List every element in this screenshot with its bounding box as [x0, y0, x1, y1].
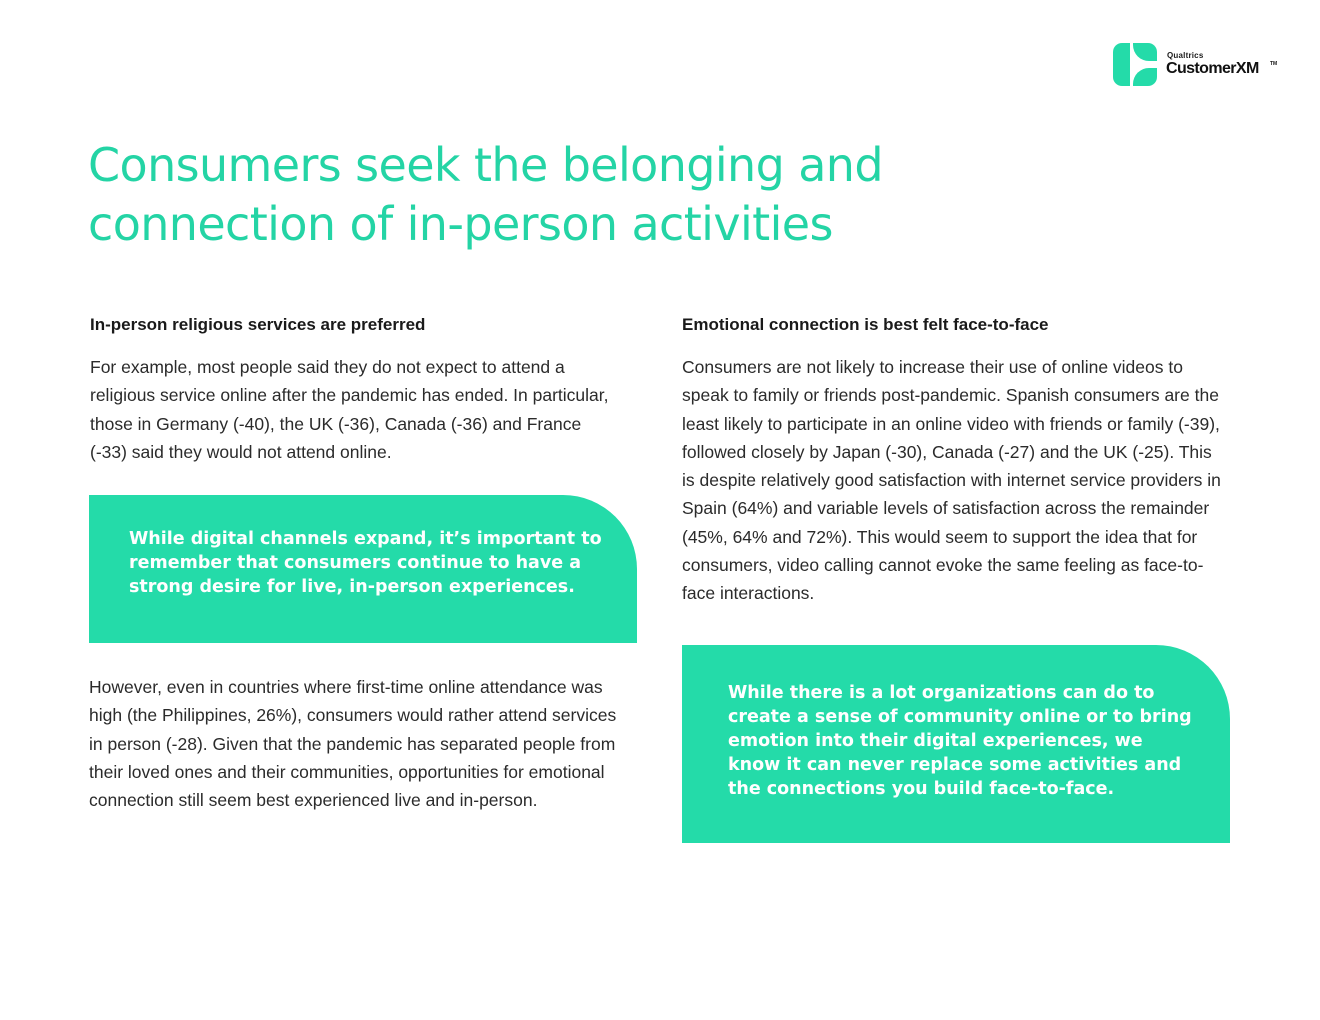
logo-product-text: CustomerXM	[1166, 60, 1259, 77]
left-intro-paragraph: For example, most people said they do not expect to attend a religious service online after the pandemic has ended. In particular, those in Germany (-40), the UK (-36), Canada (-36) and France (-33) said they would not attend online.	[90, 357, 609, 462]
right-callout-box	[682, 645, 1230, 843]
right-callout-text: While there is a lot organizations can do to create a sense of community online or to bring emotion into their digital experiences, we know it can never replace some activities and the connections you build face-to-face.	[728, 683, 1192, 799]
customerxm-logo-icon	[1113, 43, 1157, 86]
logo-trademark: TM	[1270, 61, 1278, 67]
right-body-paragraph: Consumers are not likely to increase their use of online videos to speak to family or friends post-pandemic. Spanish consumers are the least likely to participate in an online video with friends or family (-39), followed closely by Japan (-30), Canada (-27) and the UK (-25). This is despite relatively good satisfaction with internet service providers in Spain (64%) and variable levels of satisfaction across the remainder (45%, 64% and 72%). This would seem to support the idea that for consumers, video calling cannot evoke the same feeling as face-to-face interactions.	[682, 357, 1221, 604]
brand-logo	[1113, 43, 1283, 87]
left-callout-text: While digital channels expand, it’s important to remember that consumers continue to have a strong desire for live, in-person experiences.	[129, 529, 602, 597]
page-title: Consumers seek the belonging and connection of in-person activities	[88, 138, 883, 251]
left-section-heading: In-person religious services are preferred	[90, 315, 426, 334]
left-body-paragraph: However, even in countries where first-time online attendance was high (the Philippines, 26%), consumers would rather attend services in person (-28). Given that the pandemic has separated people from their loved ones and their communities, opportunities for emotional connection still seem best experienced live and in-person.	[89, 677, 617, 811]
right-section-heading: Emotional connection is best felt face-to-face	[682, 315, 1049, 334]
left-callout-box	[89, 495, 637, 643]
logo-brand-text: Qualtrics	[1167, 51, 1204, 60]
